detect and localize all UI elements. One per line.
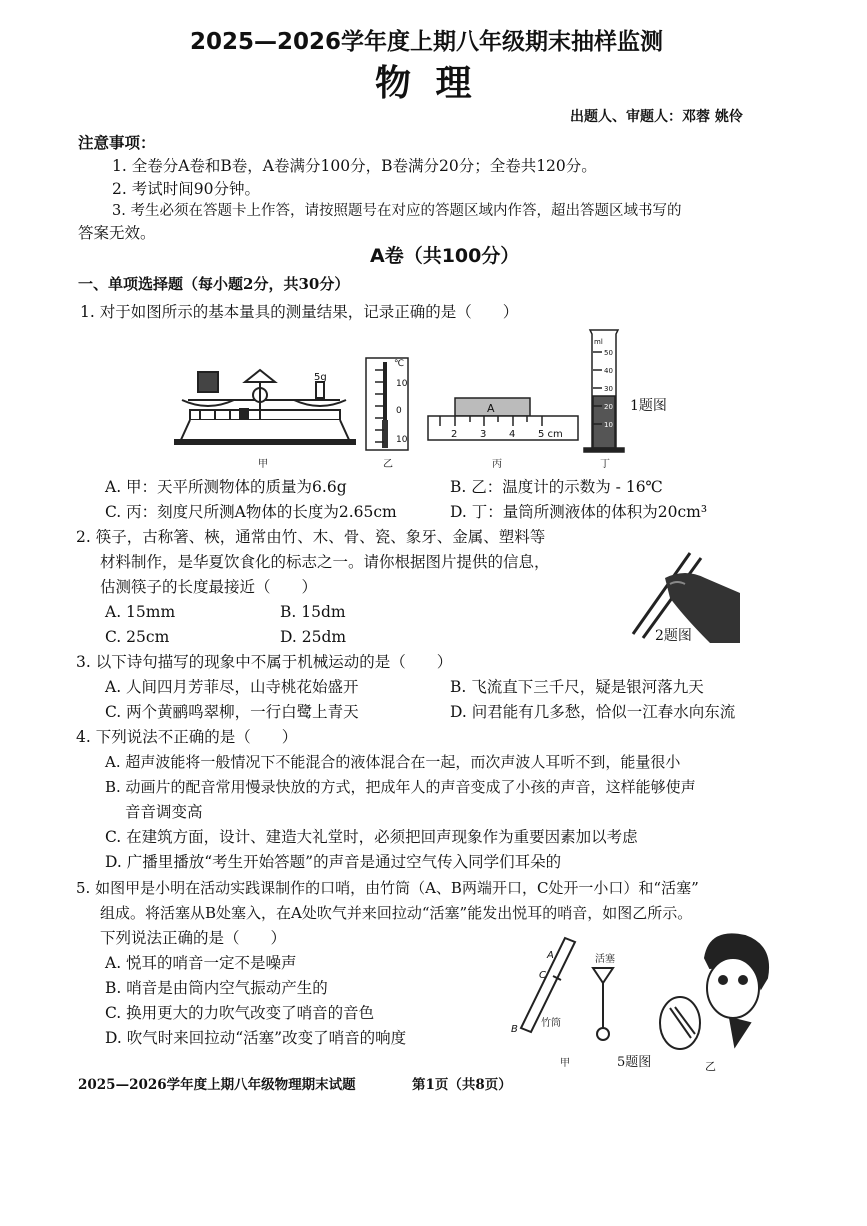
q2-stem: 2. 筷子，古称箸、梜，通常由竹、木、骨、瓷、象牙、金属、塑料等: [76, 528, 546, 546]
q1-stem: 1. 对于如图所示的基本量具的测量结果，记录正确的是（ ）: [80, 303, 519, 321]
q5-stem: 5. 如图甲是小明在活动实践课制作的口哨，由竹筒（A、B两端开口，C处开一小口）和“活塞”: [76, 879, 699, 897]
exam-title: 2025—2026学年度上期八年级期末抽样监测: [190, 29, 664, 55]
part1-heading: 一、单项选择题（每小题2分，共30分）: [78, 275, 350, 293]
q5-stem: 组成。将活塞从B处塞入，在A处吹气并来回拉动“活塞”能发出悦耳的哨音，如图乙所示。: [100, 904, 693, 922]
footer-page-number: 第1页（共8页）: [412, 1077, 512, 1093]
q1-option-d: D. 丁：量筒所测液体的体积为20cm³: [450, 503, 708, 521]
section-a-title: A卷（共100分）: [370, 245, 520, 267]
celsius-unit: ℃: [394, 359, 405, 369]
tube-label: 竹筒: [541, 1018, 561, 1029]
footer-title: 2025—2026学年度上期八年级物理期末试题: [78, 1077, 356, 1093]
ruler-tick: 2: [451, 429, 458, 440]
whistle-label-b: B: [511, 1024, 518, 1035]
q1-option-a: A. 甲：天平所测物体的质量为6.6g: [105, 478, 347, 496]
q4-option: A. 超声波能将一般情况下不能混合的液体混合在一起，而次声波人耳听不到，能量很小: [105, 753, 681, 771]
q4-option: C. 在建筑方面，设计、建造大礼堂时，必须把回声现象作为重要因素加以考虑: [105, 828, 638, 846]
subject-title: 物 理: [375, 63, 478, 104]
q3-option-d: D. 问君能有几多愁，恰似一江春水向东流: [450, 703, 736, 721]
fig-ding-label: 丁: [600, 459, 610, 470]
q3-stem: 3. 以下诗句描写的现象中不属于机械运动的是（ ）: [76, 653, 453, 671]
q5-option: D. 吹气时来回拉动“活塞”改变了哨音的响度: [105, 1029, 407, 1047]
cyl-tick: 20: [604, 403, 613, 411]
fig-yi-label: 乙: [705, 1060, 716, 1073]
q5-option: C. 换用更大的力吹气改变了哨音的音色: [105, 1004, 375, 1022]
q2-stem: 材料制作，是华夏饮食化的标志之一。请你根据图片提供的信息，: [100, 553, 550, 571]
fig-bing-label: 丙: [492, 459, 502, 470]
q4-stem: 4. 下列说法不正确的是（ ）: [76, 728, 298, 746]
cyl-tick: 10: [604, 421, 613, 429]
q1-fig-label: 1题图: [630, 398, 667, 414]
q1-figure: [170, 320, 700, 472]
whistle-label-c: C: [539, 970, 546, 981]
note-item: 答案无效。: [78, 224, 156, 242]
q1-option-c: C. 丙：刻度尺所测A物体的长度为2.65cm: [105, 503, 397, 521]
q2-stem: 估测筷子的长度最接近（ ）: [100, 578, 318, 596]
q2-option-a: A. 15mm: [105, 603, 176, 621]
cyl-tick: 50: [604, 349, 613, 357]
boy-illustration: [660, 934, 768, 1049]
therm-tick: 10: [396, 379, 408, 389]
therm-tick: 10: [396, 435, 408, 445]
q2-option-b: B. 15dm: [280, 603, 346, 621]
cyl-tick: 40: [604, 367, 613, 375]
q2-option-c: C. 25cm: [105, 628, 170, 646]
weight-label: 5g: [314, 372, 327, 383]
q3-option-a: A. 人间四月芳菲尽，山寺桃花始盛开: [105, 678, 359, 696]
q3-option-b: B. 飞流直下三千尺，疑是银河落九天: [450, 678, 704, 696]
q4-option: D. 广播里播放“考生开始答题”的声音是通过空气传入同学们耳朵的: [105, 853, 562, 871]
q3-option-c: C. 两个黄鹂鸣翠柳，一行白鹭上青天: [105, 703, 359, 721]
authors-line: 出题人、审题人：邓蓉 姚伶: [570, 109, 743, 125]
q5-option: A. 悦耳的哨音一定不是噪声: [105, 954, 297, 972]
ruler-tick: 5 cm: [538, 429, 563, 440]
q5-option: B. 哨音是由筒内空气振动产生的: [105, 979, 328, 997]
q2-option-d: D. 25dm: [280, 628, 347, 646]
note-item: 3. 考生必须在答题卡上作答，请按照题号在对应的答题区域内作答，超出答题区域书写的: [112, 203, 682, 219]
fig-yi-label: 乙: [383, 459, 393, 470]
ruler-tick: 4: [509, 429, 516, 440]
q1-option-b: B. 乙：温度计的示数为 - 16℃: [450, 478, 663, 496]
q5-fig-label: 5题图: [617, 1055, 652, 1070]
fig-jia-label: 甲: [560, 1058, 570, 1069]
therm-tick: 0: [396, 406, 402, 416]
whistle-label-a: A: [547, 950, 554, 961]
q2-fig-label: 2题图: [655, 628, 692, 644]
notes-heading: 注意事项：: [78, 133, 156, 152]
balance-scale: [175, 370, 355, 444]
fig-jia-label: 甲: [258, 459, 268, 470]
note-item: 2. 考试时间90分钟。: [112, 180, 260, 198]
block-a-label: A: [487, 402, 495, 415]
note-item: 1. 全卷分A卷和B卷，A卷满分100分，B卷满分20分；全卷共120分。: [112, 157, 597, 175]
q4-option: B. 动画片的配音常用慢录快放的方式，把成年人的声音变成了小孩的声音，这样能够使声: [105, 778, 696, 796]
q4-option: 音音调变高: [125, 803, 203, 821]
cyl-tick: 30: [604, 385, 613, 393]
ml-unit: ml: [594, 338, 603, 346]
ruler-tick: 3: [480, 429, 487, 440]
piston-label: 活塞: [595, 954, 615, 965]
q5-stem: 下列说法正确的是（ ）: [100, 929, 287, 947]
